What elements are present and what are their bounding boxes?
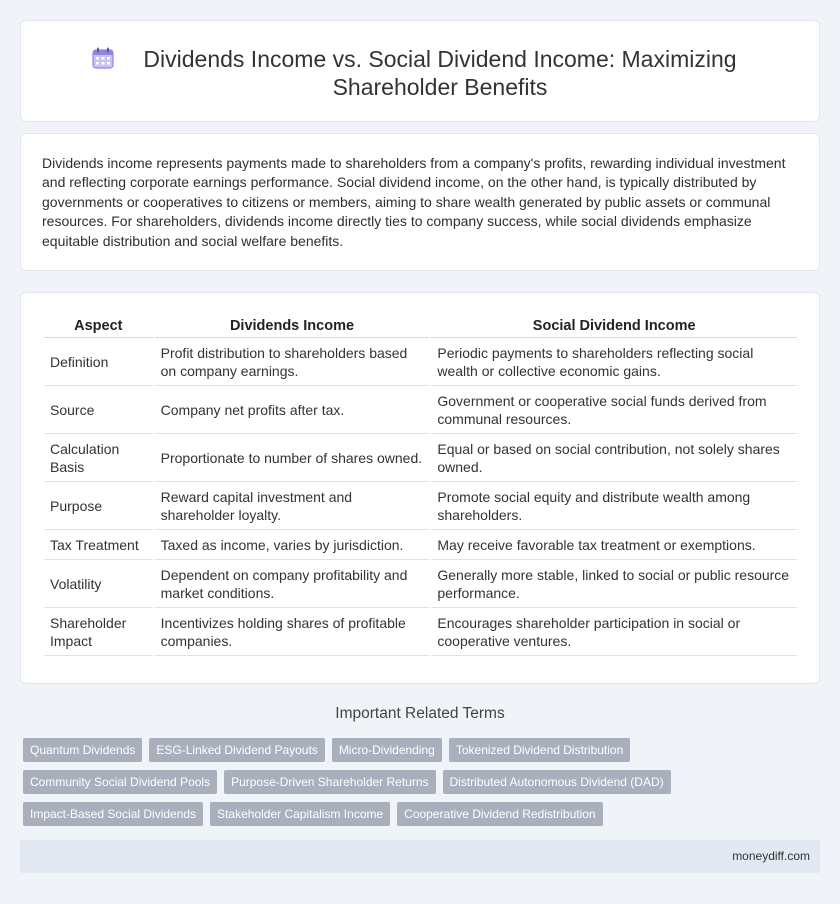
- table-row: [44, 608, 797, 656]
- table-row: [44, 530, 797, 560]
- title-card: [20, 20, 820, 122]
- tag[interactable]: ESG-Linked Dividend Payouts: [149, 738, 324, 762]
- table-row: [44, 434, 797, 482]
- comparison-table: [42, 315, 799, 656]
- table-row: [44, 560, 797, 608]
- tag[interactable]: Impact-Based Social Dividends: [23, 802, 203, 826]
- aspect-cell: Shareholder Impact: [44, 608, 153, 656]
- table-row: [44, 482, 797, 530]
- dividends-cell: Reward capital investment and shareholder loyalty.: [155, 482, 430, 530]
- tag[interactable]: Purpose-Driven Shareholder Returns: [224, 770, 435, 794]
- tag[interactable]: Community Social Dividend Pools: [23, 770, 217, 794]
- intro-paragraph: Dividends income represents payments made to shareholders from a company's profits, rewarding individual investment and reflecting corporate earnings performance. Social dividend income, on the other hand, is typically distributed by governments or cooperatives to citizens or members, aiming to share wealth generated by public assets or communal resources. For shareholders, dividends income directly ties to company success, while social dividends emphasize equitable distribution and social welfare benefits.: [42, 155, 786, 249]
- tag-row: [23, 738, 823, 762]
- related-terms-title: Important Related Terms: [335, 705, 505, 722]
- tag[interactable]: Tokenized Dividend Distribution: [449, 738, 630, 762]
- tag[interactable]: Stakeholder Capitalism Income: [210, 802, 390, 826]
- social-dividend-cell: Government or cooperative social funds derived from communal resources.: [431, 386, 797, 434]
- aspect-cell: Volatility: [44, 560, 153, 608]
- aspect-cell: Tax Treatment: [44, 530, 153, 560]
- tag-row: [23, 802, 823, 826]
- tag[interactable]: Quantum Dividends: [23, 738, 142, 762]
- social-dividend-cell: Encourages shareholder participation in social or cooperative ventures.: [431, 608, 797, 656]
- social-dividend-cell: Promote social equity and distribute wealth among shareholders.: [431, 482, 797, 530]
- page-title: Dividends Income vs. Social Dividend Income: Maximizing Shareholder Benefits: [143, 46, 737, 100]
- tag[interactable]: Cooperative Dividend Redistribution: [397, 802, 602, 826]
- tag[interactable]: Distributed Autonomous Dividend (DAD): [443, 770, 671, 794]
- aspect-cell: Calculation Basis: [44, 434, 153, 482]
- dividends-cell: Profit distribution to shareholders based on company earnings.: [155, 338, 430, 386]
- footer: [20, 840, 820, 873]
- dividends-cell: Incentivizes holding shares of profitable companies.: [155, 608, 430, 656]
- header-aspect: Aspect: [44, 315, 153, 338]
- intro-card: [20, 133, 820, 271]
- tag-row: [23, 770, 823, 794]
- footer-site-link[interactable]: moneydiff.com: [732, 849, 810, 863]
- table-row: [44, 386, 797, 434]
- dividends-cell: Proportionate to number of shares owned.: [155, 434, 430, 482]
- social-dividend-cell: Periodic payments to shareholders reflecting social wealth or collective economic gains.: [431, 338, 797, 386]
- social-dividend-cell: May receive favorable tax treatment or exemptions.: [431, 530, 797, 560]
- tag[interactable]: Micro-Dividending: [332, 738, 442, 762]
- social-dividend-cell: Generally more stable, linked to social or public resource performance.: [431, 560, 797, 608]
- dividends-cell: Company net profits after tax.: [155, 386, 430, 434]
- comparison-table-card: [20, 292, 820, 684]
- header-social-dividend-income: Social Dividend Income: [431, 315, 797, 338]
- social-dividend-cell: Equal or based on social contribution, not solely shares owned.: [431, 434, 797, 482]
- header-dividends-income: Dividends Income: [155, 315, 430, 338]
- aspect-cell: Source: [44, 386, 153, 434]
- aspect-cell: Purpose: [44, 482, 153, 530]
- related-terms-tags: [23, 738, 823, 834]
- aspect-cell: Definition: [44, 338, 153, 386]
- dividends-cell: Taxed as income, varies by jurisdiction.: [155, 530, 430, 560]
- table-row: [44, 338, 797, 386]
- dividends-cell: Dependent on company profitability and market conditions.: [155, 560, 430, 608]
